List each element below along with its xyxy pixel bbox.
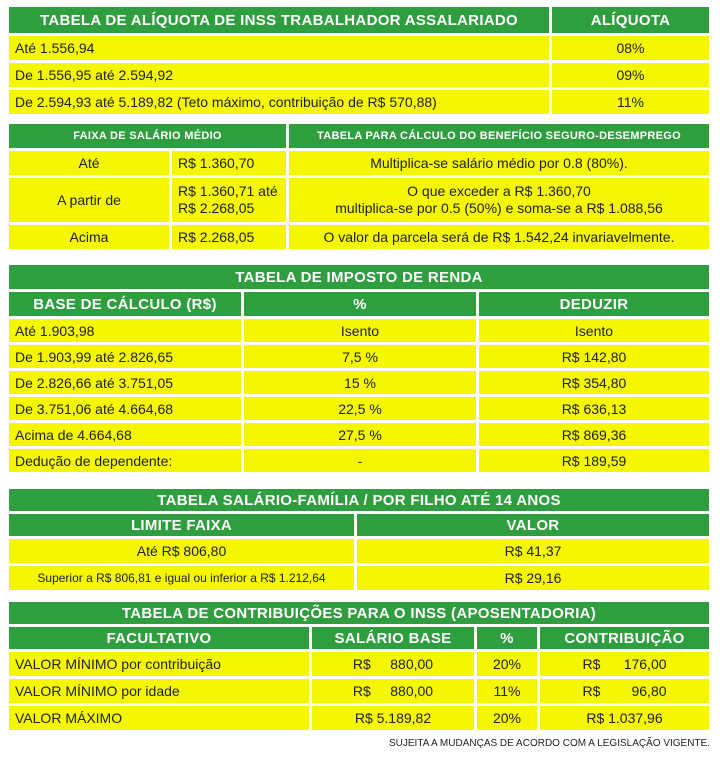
- benefit-rule: O valor da parcela será de R$ 1.542,24 invariavelmente.: [289, 225, 709, 249]
- tax-deduct-cell: R$ 869,36: [479, 423, 709, 446]
- salary-label: A partir de: [9, 178, 169, 222]
- salary-value-line: R$ 1.360,71 até: [178, 183, 278, 199]
- ret-base-cell: R$ 5.189,82: [312, 706, 474, 730]
- retirement-table: [6, 599, 712, 733]
- ret-percent-cell: 11%: [477, 679, 537, 703]
- inss-worker-title: TABELA DE ALÍQUOTA DE INSS TRABALHADOR ASSALARIADO: [9, 7, 549, 33]
- base-salary-header: SALÁRIO BASE: [312, 627, 474, 649]
- ret-base-cell: R$ 880,00: [312, 679, 474, 703]
- benefit-rule-line: O que exceder a R$ 1.360,70: [407, 183, 591, 199]
- salary-label: Até: [9, 151, 169, 175]
- inss-rate-cell: 08%: [552, 36, 709, 60]
- tax-deduct-cell: R$ 189,59: [479, 449, 709, 472]
- inss-rate-cell: 11%: [552, 90, 709, 114]
- unemployment-table: [6, 121, 712, 252]
- tax-deduct-cell: R$ 636,13: [479, 397, 709, 420]
- ret-contrib-cell: R$ 176,00: [540, 652, 709, 676]
- optional-header: FACULTATIVO: [9, 627, 309, 649]
- value-cell: R$ 29,16: [357, 566, 709, 590]
- benefit-rule: [289, 178, 709, 222]
- unemployment-calc-header: TABELA PARA CÁLCULO DO BENEFÍCIO SEGURO-DESEMPREGO: [289, 124, 709, 148]
- ret-base-cell: R$ 880,00: [312, 652, 474, 676]
- tax-base-cell: De 2.826,66 até 3.751,05: [9, 371, 241, 394]
- ret-label-cell: [9, 652, 309, 676]
- ret-label-cell: [9, 706, 309, 730]
- ret-label-cell: [9, 679, 309, 703]
- tax-base-cell: Dedução de dependente:: [9, 449, 241, 472]
- legislation-footnote: SUJEITA A MUDANÇAS DE ACORDO COM A LEGISLAÇÃO VIGENTE.: [388, 738, 710, 749]
- ret-contrib-cell: R$ 96,80: [540, 679, 709, 703]
- salary-label: Acima: [9, 225, 169, 249]
- retirement-title: TABELA DE CONTRIBUIÇÕES PARA O INSS (APOSENTADORIA): [9, 602, 709, 624]
- tax-deduct-header: DEDUZIR: [479, 292, 709, 316]
- inss-rate-cell: 09%: [552, 63, 709, 87]
- tax-deduct-cell: R$ 142,80: [479, 345, 709, 368]
- inss-range-cell: De 2.594,93 até 5.189,82 (Teto máximo, contribuição de R$ 570,88): [9, 90, 549, 114]
- ret-percent-cell: 20%: [477, 652, 537, 676]
- salary-value-line: R$ 2.268,05: [178, 200, 255, 216]
- tax-base-cell: De 1.903,99 até 2.826,65: [9, 345, 241, 368]
- limit-cell: Até R$ 806,80: [9, 539, 354, 563]
- family-salary-title: TABELA SALÁRIO-FAMÍLIA / POR FILHO ATÉ 14 ANOS: [9, 489, 709, 511]
- salary-range-header: FAIXA DE SALÁRIO MÉDIO: [9, 124, 286, 148]
- inss-worker-table: [6, 4, 712, 117]
- ret-percent-cell: 20%: [477, 706, 537, 730]
- inss-range-cell: Até 1.556,94: [9, 36, 549, 60]
- ret-label-caps: VALOR MÁXIMO: [15, 710, 123, 726]
- tax-base-header: BASE DE CÁLCULO (R$): [9, 292, 241, 316]
- salary-value: [172, 178, 286, 222]
- tax-percent-header: %: [244, 292, 476, 316]
- tax-base-cell: De 3.751,06 até 4.664,68: [9, 397, 241, 420]
- benefit-rule: Multiplica-se salário médio por 0.8 (80%).: [289, 151, 709, 175]
- limit-cell: Superior a R$ 806,81 e igual ou inferior a R$ 1.212,64: [9, 566, 354, 590]
- contribution-header: CONTRIBUIÇÃO: [540, 627, 709, 649]
- ret-label-caps: VALOR MÍNIMO: [15, 656, 118, 672]
- rate-header: ALÍQUOTA: [552, 7, 709, 33]
- ret-percent-header: %: [477, 627, 537, 649]
- family-salary-table: [6, 486, 712, 593]
- tax-percent-cell: 22,5 %: [244, 397, 476, 420]
- tax-percent-cell: -: [244, 449, 476, 472]
- tax-percent-cell: 7,5 %: [244, 345, 476, 368]
- value-cell: R$ 41,37: [357, 539, 709, 563]
- benefit-rule-line: multiplica-se por 0.5 (50%) e soma-se a R$ 1.088,56: [335, 200, 663, 216]
- limit-header: LIMITE FAIXA: [9, 514, 354, 536]
- inss-range-cell: De 1.556,95 até 2.594,92: [9, 63, 549, 87]
- tax-percent-cell: Isento: [244, 319, 476, 342]
- ret-contrib-cell: R$ 1.037,96: [540, 706, 709, 730]
- ret-label-caps: VALOR MÍNIMO: [15, 683, 118, 699]
- ret-label-rest: por idade: [117, 683, 180, 699]
- ret-label-rest: por contribuição: [117, 656, 221, 672]
- tax-percent-cell: 27,5 %: [244, 423, 476, 446]
- tax-percent-cell: 15 %: [244, 371, 476, 394]
- tax-deduct-cell: Isento: [479, 319, 709, 342]
- tax-base-cell: Até 1.903,98: [9, 319, 241, 342]
- tax-base-cell: Acima de 4.664,68: [9, 423, 241, 446]
- income-tax-table: [6, 262, 712, 475]
- salary-value: R$ 1.360,70: [172, 151, 286, 175]
- tax-deduct-cell: R$ 354,80: [479, 371, 709, 394]
- income-tax-title: TABELA DE IMPOSTO DE RENDA: [9, 265, 709, 289]
- salary-value: R$ 2.268,05: [172, 225, 286, 249]
- value-header: VALOR: [357, 514, 709, 536]
